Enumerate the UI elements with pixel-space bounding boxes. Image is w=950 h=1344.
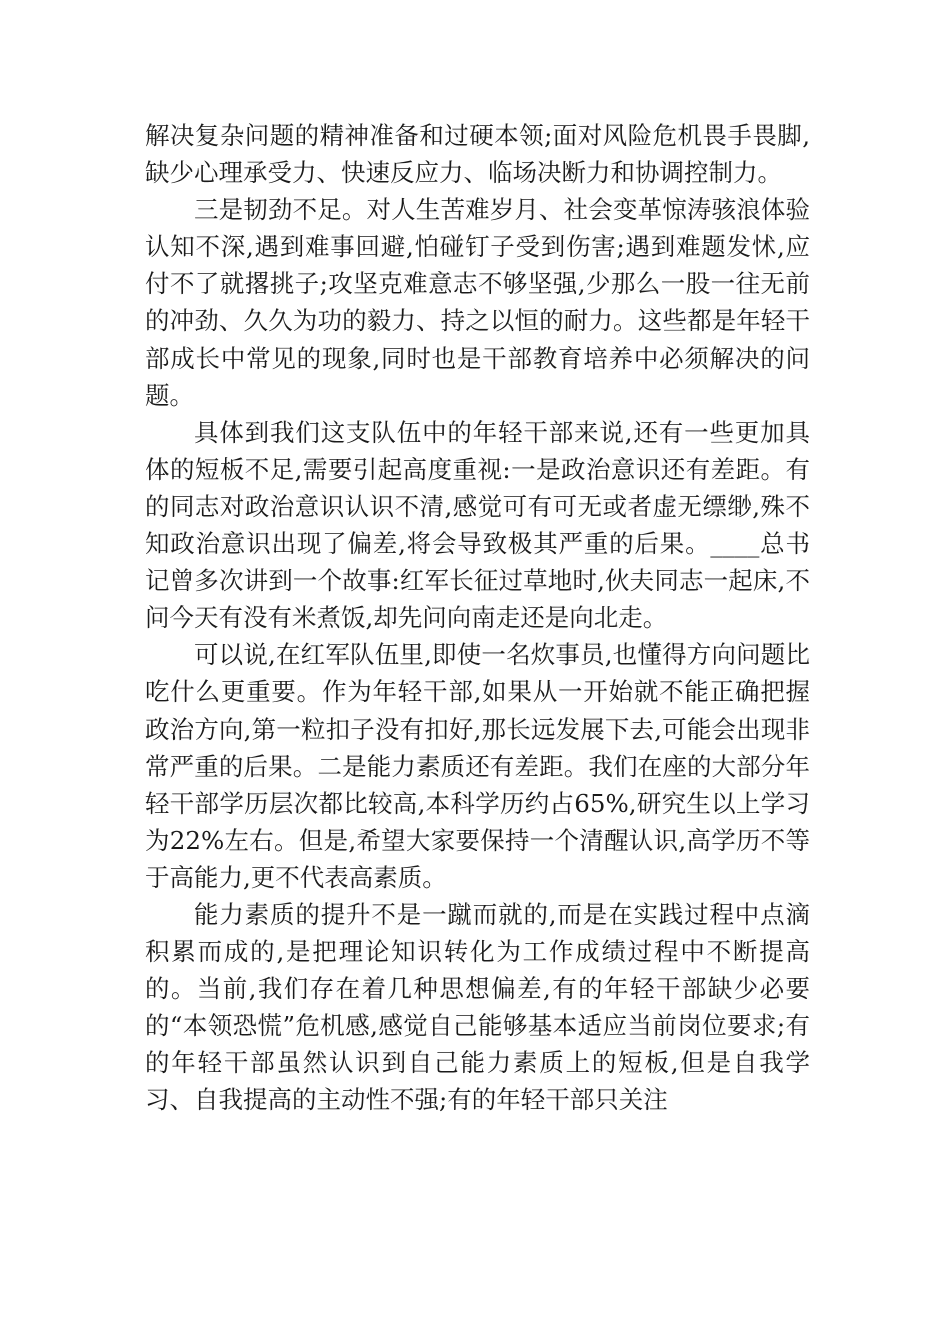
document-body xyxy=(145,117,810,1119)
paragraph-red-army: 可以说,在红军队伍里,即使一名炊事员,也懂得方向问题比吃什么更重要。作为年轻干部,如果从一开始就不能正确把握政治方向,第一粒扣子没有扣好,那长远发展下去,可能会出现非常严重的后果。二是能力素质还有差距。我们在座的大部分年轻干部学历层次都比较高,本科学历约占65%,研究生以上学习为22%左右。但是,希望大家要保持一个清醒认识,高学历不等于高能力,更不代表高素质。 xyxy=(145,640,810,892)
paragraph-ability-quality: 能力素质的提升不是一蹴而就的,而是在实践过程中点滴积累而成的,是把理论知识转化为工作成绩过程中不断提高的。当前,我们存在着几种思想偏差,有的年轻干部缺少必要的“本领恐慌”危机感,感觉自己能够基本适应当前岗位要求;有的年轻干部虽然认识到自己能力素质上的短板,但是自我学习、自我提高的主动性不强;有的年轻干部只关注 xyxy=(145,899,810,1115)
paragraph-resilience: 三是韧劲不足。对人生苦难岁月、社会变革惊涛骇浪体验认知不深,遇到难事回避,怕碰钉子受到伤害;遇到难题发怵,应付不了就撂挑子;攻坚克难意志不够坚强,少那么一股一往无前的冲劲、久久为功的毅力、持之以恒的耐力。这些都是年轻干部成长中常见的现象,同时也是干部教育培养中必须解决的问题。 xyxy=(145,195,810,410)
paragraph-continued: 解决复杂问题的精神准备和过硬本领;面对风险危机畏手畏脚,缺少心理承受力、快速反应力、临场决断力和协调控制力。 xyxy=(145,121,810,188)
paragraph-political-awareness: 具体到我们这支队伍中的年轻干部来说,还有一些更加具体的短板不足,需要引起高度重视:一是政治意识还有差距。有的同志对政治意识认识不清,感觉可有可无或者虚无缥缈,殊不知政治意识出现了偏差,将会导致极其严重的后果。____总书记曾多次讲到一个故事:红军长征过草地时,伙夫同志一起床,不问今天有没有米煮饭,却先问向南走还是向北走。 xyxy=(145,417,810,633)
